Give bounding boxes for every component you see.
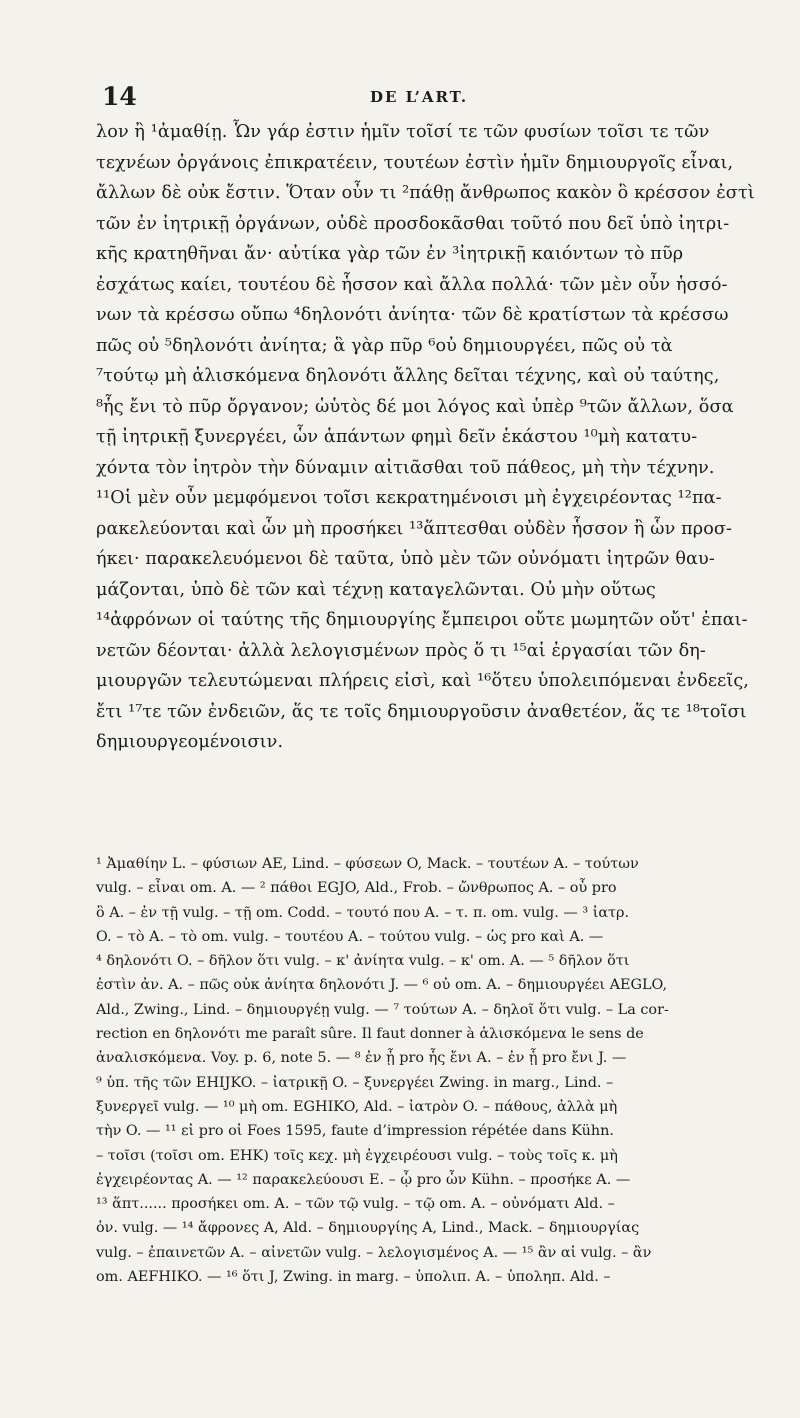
page-number: 14 xyxy=(102,82,137,111)
footnote-line: ⁹ ὑπ. τῆς τῶν EHIJKO. – ἰατρικῇ O. – ξυνεργέει Zwing. in marg., Lind. – xyxy=(96,1074,614,1091)
footnote-line: ξυνεργεῖ vulg. — ¹⁰ μὴ om. EGHIKO, Ald. – ἰατρὸν O. – πάθους, ἀλλὰ μὴ xyxy=(96,1098,618,1115)
text-line: δημιουργεομένοισιν. xyxy=(96,732,284,752)
footnote-line: ¹³ ἅπτ...... προσήκει om. A. – τῶν τῷ vulg. – τῷ om. A. – οὐνόματι Ald. – xyxy=(96,1196,615,1213)
text-line: λον ἢ ¹ἀμαθίῃ. Ὧν γάρ ἐστιν ἡμῖν τοῖσί τε τῶν φυσίων τοῖσι τε τῶν xyxy=(96,122,710,142)
footnote-line: O. – τὸ A. – τὸ om. vulg. – τουτέου A. – τούτου vulg. – ὡς pro καὶ A. — xyxy=(96,928,604,945)
footnote-line: τὴν O. — ¹¹ εἰ pro οἱ Foes 1595, faute d’impression répétée dans Kühn. xyxy=(96,1123,614,1140)
footnote-line: ⁴ δηλονότι O. – δῆλον ὅτι vulg. – κ' ἀνίητα vulg. – κ' om. A. — ⁵ δῆλον ὅτι xyxy=(96,953,630,970)
text-line: ἔτι ¹⁷τε τῶν ἐνδειῶν, ἅς τε τοῖς δημιουργοῦσιν ἀναθετέον, ἅς τε ¹⁸τοῖσι xyxy=(96,701,747,722)
text-line: ⁸ἧς ἔνι τὸ πῦρ ὄργανον; ὡὑτὸς δέ μοι λόγος καὶ ὑπὲρ ⁹τῶν ἄλλων, ὅσα xyxy=(96,396,734,417)
footnote-line: om. AEFHIKO. — ¹⁶ ὅτι J, Zwing. in marg. – ὑπολιπ. A. – ὑποληπ. Ald. – xyxy=(96,1269,611,1286)
text-line: νετῶν δέονται· ἀλλὰ λελογισμένων πρὸς ὅ τι ¹⁵αἱ ἐργασίαι τῶν δη- xyxy=(96,640,706,661)
text-line: τῶν ἐν ἰητρικῇ ὀργάνων, οὐδὲ προσδοκᾶσθαι τοῦτό που δεῖ ὑπὸ ἰητρι- xyxy=(96,213,730,234)
footnote-line: ἐστὶν ἀν. A. – πῶς οὐκ ἀνίητα δηλονότι J. — ⁶ οὐ om. A. – δημιουργέει AEGLO, xyxy=(96,977,668,994)
footnote-line: Ald., Zwing., Lind. – δημιουργέῃ vulg. — ⁷ τούτων A. – δηλοῖ ὅτι vulg. – La cor- xyxy=(96,1001,669,1018)
text-line: ρακελεύονται καὶ ὧν μὴ προσήκει ¹³ἅπτεσθαι οὐδὲν ἧσσον ἢ ὧν προσ- xyxy=(96,518,733,539)
footnote-line: ὀν. vulg. — ¹⁴ ἄφρονες A, Ald. – δημιουργίης A, Lind., Mack. – δημιουργίας xyxy=(96,1220,640,1237)
main-text xyxy=(96,117,776,758)
text-line: ἄλλων δὲ οὐκ ἔστιν. Ὅταν οὖν τι ²πάθῃ ἄνθρωπος κακὸν ὃ κρέσσον ἐστὶ xyxy=(96,183,755,203)
text-line: ἐσχάτως καίει, τουτέου δὲ ἧσσον καὶ ἄλλα πολλά· τῶν μὲν οὖν ἡσσό- xyxy=(96,274,728,295)
footnote-line: ἀναλισκόμενα. Voy. p. 6, note 5. — ⁸ ἐν ᾗ pro ἧς ἔνι A. – ἐν ᾗ pro ἔνι J. — xyxy=(96,1050,627,1067)
text-line: νων τὰ κρέσσω οὔπω ⁴δηλονότι ἀνίητα· τῶν δὲ κρατίστων τὰ κρέσσω xyxy=(96,305,729,325)
page-header xyxy=(102,82,762,112)
text-line: τεχνέων ὀργάνοις ἐπικρατέειν, τουτέων ἐστὶν ἡμῖν δημιουργοῖς εἶναι, xyxy=(96,152,734,173)
text-line: ¹¹Οἱ μὲν οὖν μεμφόμενοι τοῖσι κεκρατημένοισι μὴ ἐγχειρέοντας ¹²πα- xyxy=(96,488,722,508)
footnotes xyxy=(96,852,776,1289)
text-line: μιουργῶν τελευτώμεναι πλήρεις εἰσὶ, καὶ ¹⁶ὅτευ ὑπολειπόμεναι ἐνδεεῖς, xyxy=(96,671,749,691)
footnote-line: rection en δηλονότι me paraît sûre. Il faut donner à ἁλισκόμενα le sens de xyxy=(96,1026,644,1043)
footnote-line: ¹ Ἀμαθίην L. – φύσιων AE, Lind. – φύσεων O, Mack. – τουτέων A. – τούτων xyxy=(96,856,639,872)
footnote-line: vulg. – εἶναι om. A. — ² πάθοι EGJO, Ald., Frob. – ὤνθρωπος A. – οὗ pro xyxy=(96,880,617,897)
running-head: DE L’ART. xyxy=(370,88,469,106)
text-line: μάζονται, ὑπὸ δὲ τῶν καὶ τέχνῃ καταγελῶνται. Οὐ μὴν οὕτως xyxy=(96,579,656,600)
text-line: κῆς κρατηθῆναι ἄν· αὐτίκα γὰρ τῶν ἐν ³ἰητρικῇ καιόντων τὸ πῦρ xyxy=(96,244,684,264)
footnote-line: ἐγχειρέοντας A. — ¹² παρακελεύουσι E. – ᾧ pro ὧν Kühn. – προσήκε A. — xyxy=(96,1171,631,1188)
footnote-line: vulg. – ἐπαινετῶν A. – αἰνετῶν vulg. – λελογισμένος A. — ¹⁵ ἂν αἱ vulg. – ἂν xyxy=(96,1244,652,1261)
text-line: πῶς οὐ ⁵δηλονότι ἀνίητα; ἃ γὰρ πῦρ ⁶οὐ δημιουργέει, πῶς οὐ τὰ xyxy=(96,335,673,356)
text-line: ⁷τούτῳ μὴ ἁλισκόμενα δηλονότι ἄλλης δεῖται τέχνης, καὶ οὐ ταύτης, xyxy=(96,366,720,386)
text-line: ¹⁴ἀφρόνων οἱ ταύτης τῆς δημιουργίης ἔμπειροι οὔτε μωμητῶν οὔτ' ἐπαι- xyxy=(96,610,748,630)
footnote-line: ὃ A. – ἐν τῇ vulg. – τῇ om. Codd. – τουτό που A. – τ. π. om. vulg. — ³ ἰατρ. xyxy=(96,904,630,921)
text-line: χόντα τὸν ἰητρὸν τὴν δύναμιν αἰτιᾶσθαι τοῦ πάθεος, μὴ τὴν τέχνην. xyxy=(96,457,715,478)
text-line: τῇ ἰητρικῇ ξυνεργέει, ὧν ἁπάντων φημὶ δεῖν ἑκάστου ¹⁰μὴ κατατυ- xyxy=(96,427,698,447)
text-line: ήκει· παρακελευόμενοι δὲ ταῦτα, ὑπὸ μὲν τῶν οὐνόματι ἰητρῶν θαυ- xyxy=(96,549,715,569)
footnote-line: – τοῖσι (τοῖσι om. EHK) τοῖς κεχ. μὴ ἐγχειρέουσι vulg. – τοὺς τοῖς κ. μὴ xyxy=(96,1147,618,1164)
